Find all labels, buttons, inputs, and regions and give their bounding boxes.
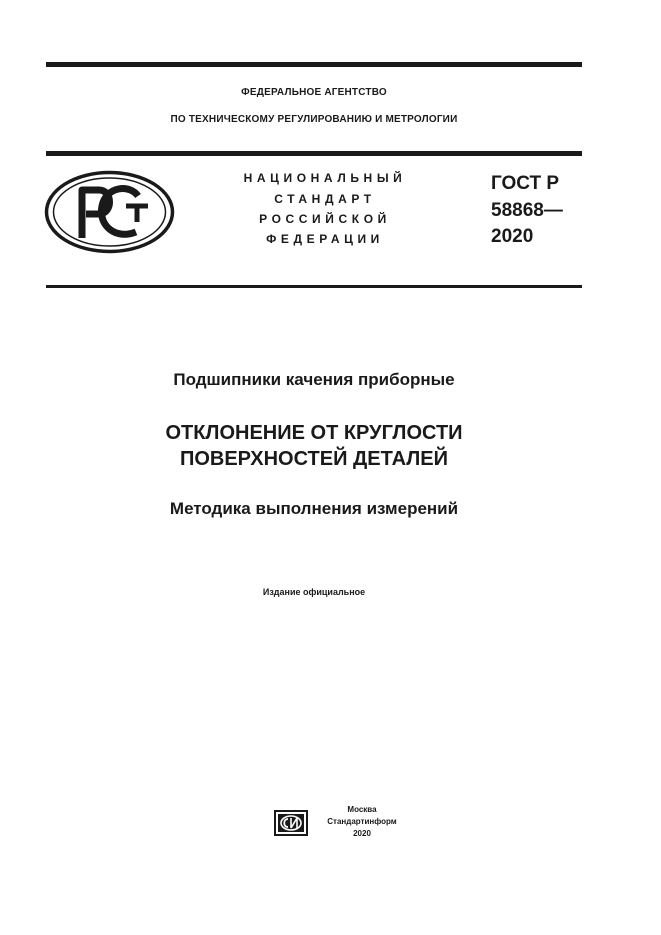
standartinform-logo-icon [274, 810, 308, 836]
document-subject: Подшипники качения приборные [173, 370, 455, 389]
document-method-subtitle: Методика выполнения измерений [169, 499, 459, 518]
document-title-line-2: ПОВЕРХНОСТЕЙ ДЕТАЛЕЙ [179, 448, 449, 470]
national-standard-line-3: РОССИЙСКОЙ [259, 212, 391, 226]
gost-designation-line-3: 2020 [491, 226, 534, 247]
agency-name-line2: ПО ТЕХНИЧЕСКОМУ РЕГУЛИРОВАНИЮ И МЕТРОЛОГИИ [170, 114, 458, 125]
edition-note: Издание официальное [262, 587, 366, 597]
gost-designation-line-2: 58868— [491, 200, 563, 221]
publication-year: 2020 [353, 829, 371, 838]
bottom-rule [46, 285, 582, 288]
document-title-line-1: ОТКЛОНЕНИЕ ОТ КРУГЛОСТИ [165, 422, 463, 444]
rst-certification-logo-icon [44, 170, 175, 254]
national-standard-line-2: СТАНДАРТ [274, 192, 376, 206]
publisher-name: Стандартинформ [327, 817, 397, 826]
publisher-city: Москва [347, 805, 377, 814]
national-standard-line-4: ФЕДЕРАЦИИ [266, 232, 384, 246]
top-rule [46, 62, 582, 67]
gost-designation-line-1: ГОСТ Р [491, 173, 560, 194]
agency-name-line1: ФЕДЕРАЛЬНОЕ АГЕНТСТВО [241, 87, 387, 98]
national-standard-line-1: НАЦИОНАЛЬНЫЙ [243, 171, 407, 185]
middle-rule [46, 151, 582, 156]
